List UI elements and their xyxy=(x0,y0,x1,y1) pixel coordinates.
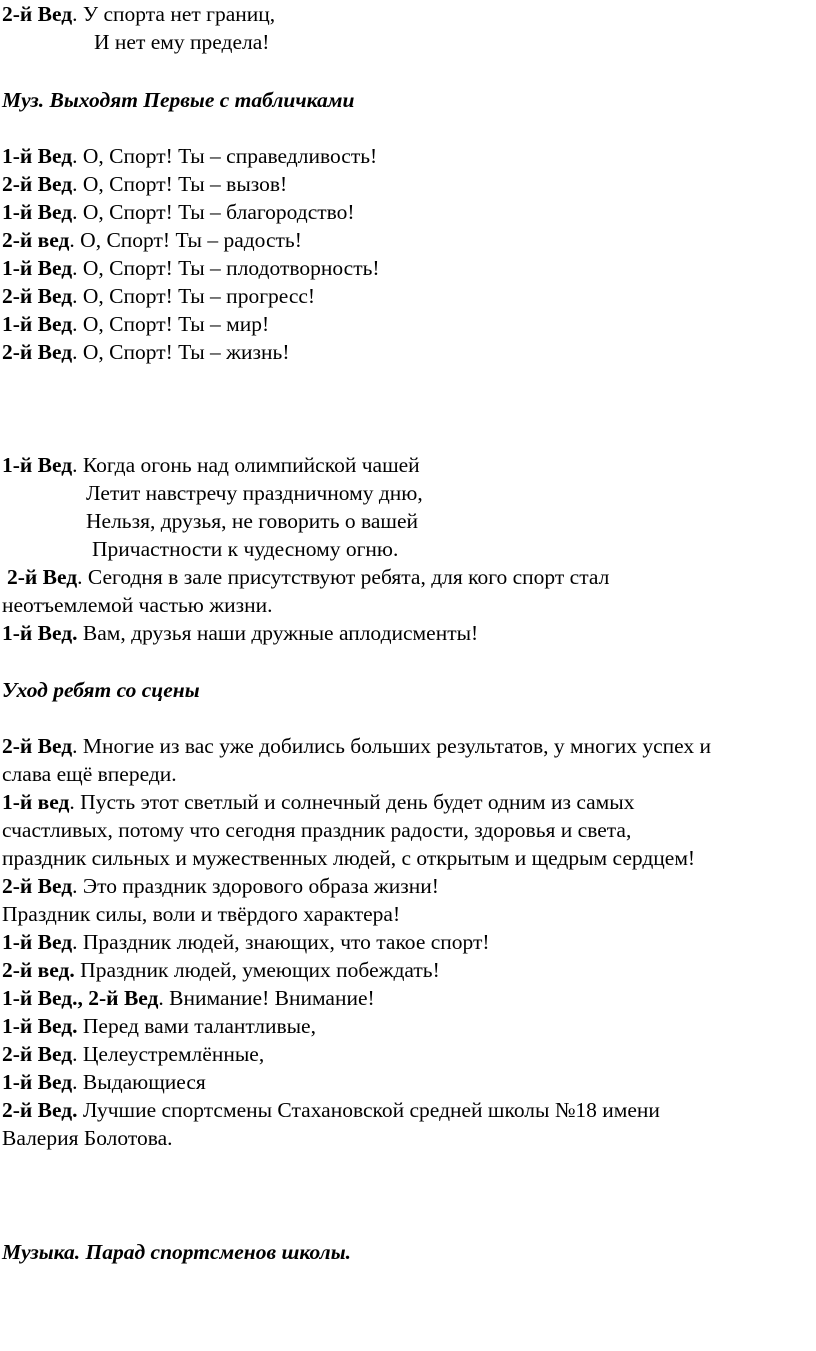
dialogue-line: 2-й Вед. Сегодня в зале присутствуют ребята, для кого спорт стал xyxy=(7,565,610,589)
dialogue-line: 2-й Вед. Целеустремлённые, xyxy=(2,1042,265,1066)
stage-direction: Музыка. Парад спортсменов школы. xyxy=(2,1240,352,1264)
dialogue-line-continued: Праздник силы, воли и твёрдого характера! xyxy=(2,902,401,926)
dialogue-line: 1-й Вед. Вам, друзья наши дружные аплодисменты! xyxy=(2,621,479,645)
speaker-label: 1-й Вед xyxy=(2,930,73,954)
dialogue-line-continued: неотъемлемой частью жизни. xyxy=(2,593,273,617)
speaker-label: 2-й Вед xyxy=(2,734,73,758)
speaker-label: 1-й вед xyxy=(2,790,70,814)
dialogue-line: 2-й Вед. О, Спорт! Ты – прогресс! xyxy=(2,284,316,308)
dialogue-line: 2-й Вед. Лучшие спортсмены Стахановской средней школы №18 имени xyxy=(2,1098,660,1122)
speaker-label: 1-й Вед xyxy=(2,1070,73,1094)
dialogue-line: 1-й Вед. Перед вами талантливые, xyxy=(2,1014,316,1038)
dialogue-line: 2-й вед. Праздник людей, умеющих побеждать! xyxy=(2,958,440,982)
verse-line: Летит навстречу праздничному дню, xyxy=(86,481,423,505)
dialogue-line-continued: Валерия Болотова. xyxy=(2,1126,173,1150)
speaker-label: 1-й Вед. xyxy=(2,621,78,645)
stage-direction: Муз. Выходят Первые с табличками xyxy=(2,88,355,112)
speaker-label: 2-й Вед xyxy=(2,284,73,308)
verse-line: И нет ему предела! xyxy=(94,30,270,54)
speaker-label: 1-й Вед., 2-й Вед xyxy=(2,986,159,1010)
speaker-label: 2-й вед. xyxy=(2,958,75,982)
dialogue-line: 2-й Вед. Многие из вас уже добились больших результатов, у многих успех и xyxy=(2,734,712,758)
dialogue-line-continued: праздник сильных и мужественных людей, с открытым и щедрым сердцем! xyxy=(2,846,696,870)
dialogue-line: 1-й Вед. О, Спорт! Ты – справедливость! xyxy=(2,144,378,168)
dialogue-line: 2-й Вед. У спорта нет границ, xyxy=(2,2,276,26)
dialogue-line: 2-й Вед. О, Спорт! Ты – вызов! xyxy=(2,172,288,196)
dialogue-line-continued: счастливых, потому что сегодня праздник радости, здоровья и света, xyxy=(2,818,632,842)
speaker-label: 1-й Вед. xyxy=(2,1014,78,1038)
speaker-label: 2-й Вед xyxy=(2,2,73,26)
verse-line: Нельзя, друзья, не говорить о вашей xyxy=(86,509,419,533)
dialogue-line: 2-й вед. О, Спорт! Ты – радость! xyxy=(2,228,302,252)
speaker-label: 1-й Вед xyxy=(2,312,73,336)
dialogue-line: 1-й Вед. О, Спорт! Ты – благородство! xyxy=(2,200,355,224)
dialogue-line: 1-й вед. Пусть этот светлый и солнечный день будет одним из самых xyxy=(2,790,635,814)
speaker-label: 2-й Вед xyxy=(2,340,73,364)
speaker-label: 1-й Вед xyxy=(2,144,73,168)
speaker-label: 1-й Вед xyxy=(2,256,73,280)
speaker-label: 2-й вед xyxy=(2,228,70,252)
stage-direction: Уход ребят со сцены xyxy=(2,678,200,702)
verse-line: Причастности к чудесному огню. xyxy=(92,537,399,561)
dialogue-line: 1-й Вед. О, Спорт! Ты – плодотворность! xyxy=(2,256,380,280)
speaker-label: 2-й Вед xyxy=(2,874,73,898)
speaker-label: 1-й Вед xyxy=(2,453,73,477)
dialogue-line: 1-й Вед. Когда огонь над олимпийской чашей xyxy=(2,453,420,477)
speaker-label: 2-й Вед xyxy=(7,565,78,589)
speaker-label: 2-й Вед xyxy=(2,1042,73,1066)
dialogue-line: 2-й Вед. О, Спорт! Ты – жизнь! xyxy=(2,340,290,364)
dialogue-line-continued: слава ещё впереди. xyxy=(2,762,177,786)
dialogue-line: 1-й Вед. О, Спорт! Ты – мир! xyxy=(2,312,270,336)
dialogue-line: 2-й Вед. Это праздник здорового образа жизни! xyxy=(2,874,439,898)
speaker-label: 2-й Вед xyxy=(2,172,73,196)
speaker-label: 1-й Вед xyxy=(2,200,73,224)
speaker-label: 2-й Вед. xyxy=(2,1098,78,1122)
dialogue-line: 1-й Вед., 2-й Вед. Внимание! Внимание! xyxy=(2,986,375,1010)
dialogue-line: 1-й Вед. Выдающиеся xyxy=(2,1070,206,1094)
dialogue-line: 1-й Вед. Праздник людей, знающих, что такое спорт! xyxy=(2,930,490,954)
